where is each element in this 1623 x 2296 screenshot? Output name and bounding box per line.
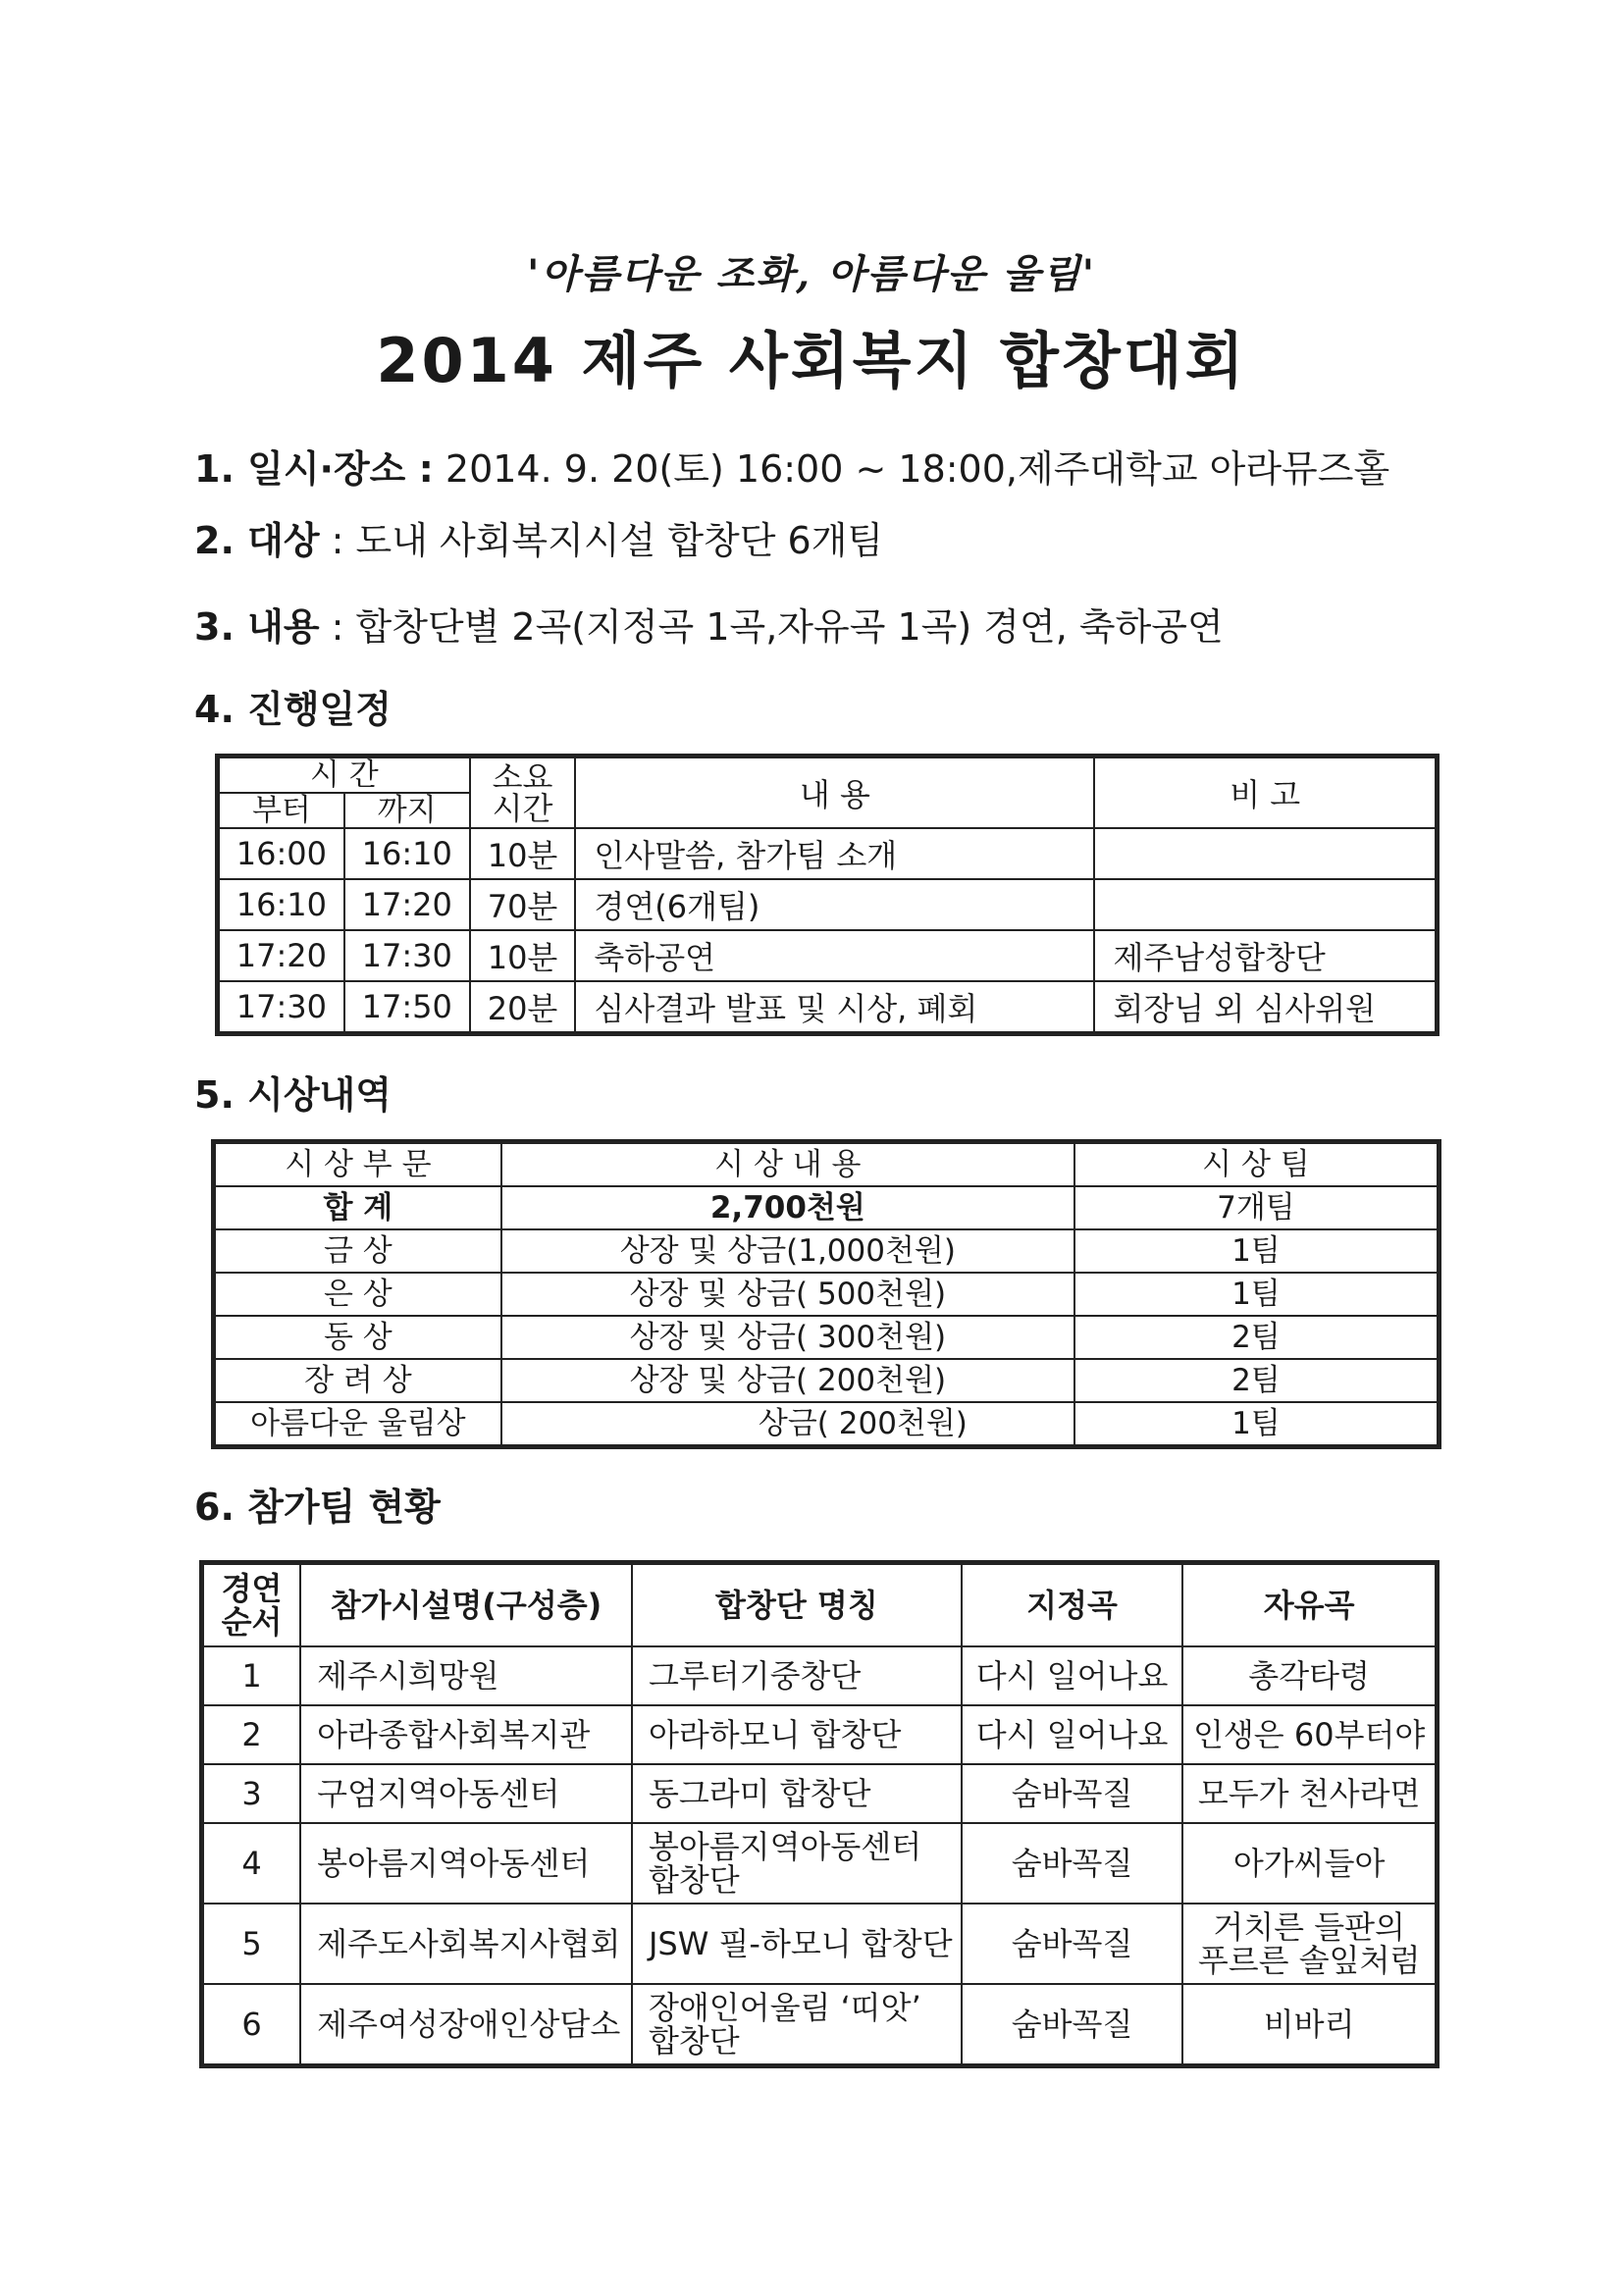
awards-category: 장 려 상 [215,1359,501,1402]
awards-total-row [215,1186,1438,1229]
team-choir: 장애인어울림 ‘띠앗’ 합창단 [632,1984,962,2064]
schedule-note [1094,879,1436,930]
info-item-label: 1. 일시·장소 : [194,447,434,491]
schedule-note: 제주남성합창단 [1094,930,1436,981]
team-free-song: 총각타령 [1182,1646,1436,1705]
info-item-target [194,510,883,564]
awards-teams: 7개팀 [1074,1186,1438,1229]
team-free-song: 비바리 [1182,1984,1436,2064]
awards-category: 합 계 [215,1186,501,1229]
team-set-song: 숨바꼭질 [962,1823,1182,1904]
schedule-header-from: 부터 [219,793,344,828]
team-free-song: 모두가 천사라면 [1182,1764,1436,1823]
schedule-table [218,757,1437,1033]
schedule-header-content: 내 용 [575,757,1094,828]
schedule-note [1094,828,1436,879]
schedule-header-duration: 소요 시간 [470,757,576,828]
awards-category: 동 상 [215,1316,501,1359]
team-facility: 제주도사회복지사협회 [300,1904,632,1984]
schedule-header-note: 비 고 [1094,757,1436,828]
document-title: 2014 제주 사회복지 합창대회 [376,325,1247,396]
awards-content: 2,700천원 [501,1186,1074,1229]
section-heading-teams: 6. 참가팀 현황 [194,1486,441,1529]
schedule-duration: 70분 [470,879,576,930]
schedule-to: 16:10 [344,828,470,879]
info-item-text: : 합창단별 2곡(지정곡 1곡,자유곡 1곡) 경연, 축하공연 [331,605,1224,649]
team-facility: 구엄지역아동센터 [300,1764,632,1823]
schedule-header-to: 까지 [344,793,470,828]
teams-header-order: 경연 순서 [203,1564,300,1646]
schedule-note: 회장님 외 심사위원 [1094,981,1436,1032]
schedule-duration: 10분 [470,930,576,981]
team-set-song: 다시 일어나요 [962,1705,1182,1764]
awards-category: 금 상 [215,1229,501,1273]
team-order: 6 [203,1984,300,2064]
teams-header-choir: 합창단 명칭 [632,1564,962,1646]
schedule-from: 17:20 [219,930,344,981]
team-choir: 봉아름지역아동센터 합창단 [632,1823,962,1904]
teams-table [202,1563,1437,2065]
awards-content: 상장 및 상금(1,000천원) [501,1229,1074,1273]
awards-header-teams: 시 상 팀 [1074,1143,1438,1186]
team-free-song: 인생은 60부터야 [1182,1705,1436,1764]
info-item-text: : 도내 사회복지시설 합창단 6개팀 [331,519,884,562]
table-row [215,1229,1438,1273]
table-row [203,1984,1436,2064]
schedule-to: 17:30 [344,930,470,981]
info-item-label: 2. 대상 [194,519,320,562]
awards-teams: 2팀 [1074,1316,1438,1359]
schedule-from: 16:00 [219,828,344,879]
table-row [215,1359,1438,1402]
awards-header-category: 시 상 부 문 [215,1143,501,1186]
table-row [203,1646,1436,1705]
team-free-song: 거치른 들판의 푸르른 솔잎처럼 [1182,1904,1436,1984]
awards-table [214,1142,1439,1446]
team-choir: 동그라미 합창단 [632,1764,962,1823]
section-heading-awards: 5. 시상내역 [194,1073,392,1117]
team-order: 2 [203,1705,300,1764]
table-row [215,1273,1438,1316]
table-row [203,1705,1436,1764]
awards-teams: 1팀 [1074,1229,1438,1273]
schedule-to: 17:50 [344,981,470,1032]
awards-teams: 1팀 [1074,1402,1438,1445]
table-row [219,879,1436,930]
info-item-datetime-venue [194,439,1389,493]
team-facility: 제주시희망원 [300,1646,632,1705]
team-facility: 아라종합사회복지관 [300,1705,632,1764]
team-set-song: 숨바꼭질 [962,1904,1182,1984]
schedule-header-time: 시 간 [219,757,470,793]
team-set-song: 숨바꼭질 [962,1764,1182,1823]
team-choir: JSW 필-하모니 합창단 [632,1904,962,1984]
team-set-song: 다시 일어나요 [962,1646,1182,1705]
team-free-song: 아가씨들아 [1182,1823,1436,1904]
awards-category: 은 상 [215,1273,501,1316]
schedule-content: 경연(6개팀) [575,879,1094,930]
awards-content: 상장 및 상금( 300천원) [501,1316,1074,1359]
table-row [203,1823,1436,1904]
schedule-duration: 20분 [470,981,576,1032]
schedule-to: 17:20 [344,879,470,930]
info-item-label: 3. 내용 [194,605,320,649]
schedule-duration: 10분 [470,828,576,879]
team-choir: 아라하모니 합창단 [632,1705,962,1764]
table-row [219,828,1436,879]
event-slogan: '아름다운 조화, 아름다운 울림' [527,251,1096,297]
team-set-song: 숨바꼭질 [962,1984,1182,2064]
awards-category: 아름다운 울림상 [215,1402,501,1445]
table-row [219,930,1436,981]
schedule-content: 인사말씀, 참가팀 소개 [575,828,1094,879]
section-heading-schedule: 4. 진행일정 [194,688,392,731]
team-facility: 봉아름지역아동센터 [300,1823,632,1904]
awards-header-content: 시 상 내 용 [501,1143,1074,1186]
schedule-content: 심사결과 발표 및 시상, 폐회 [575,981,1094,1032]
awards-teams: 1팀 [1074,1273,1438,1316]
team-order: 4 [203,1823,300,1904]
schedule-from: 17:30 [219,981,344,1032]
team-order: 1 [203,1646,300,1705]
team-choir: 그루터기중창단 [632,1646,962,1705]
schedule-content: 축하공연 [575,930,1094,981]
info-item-text: 2014. 9. 20(토) 16:00 ~ 18:00,제주대학교 아라뮤즈홀 [445,447,1390,491]
table-row [219,981,1436,1032]
table-row [215,1316,1438,1359]
team-facility: 제주여성장애인상담소 [300,1984,632,2064]
table-row [215,1402,1438,1445]
schedule-from: 16:10 [219,879,344,930]
awards-content: 상장 및 상금( 200천원) [501,1359,1074,1402]
awards-teams: 2팀 [1074,1359,1438,1402]
awards-content: 상금( 200천원) [501,1402,1074,1445]
info-item-content [194,597,1224,651]
team-order: 3 [203,1764,300,1823]
awards-content: 상장 및 상금( 500천원) [501,1273,1074,1316]
teams-header-facility: 참가시설명(구성층) [300,1564,632,1646]
table-row [203,1904,1436,1984]
teams-header-free-song: 자유곡 [1182,1564,1436,1646]
team-order: 5 [203,1904,300,1984]
table-row [203,1764,1436,1823]
teams-header-set-song: 지정곡 [962,1564,1182,1646]
